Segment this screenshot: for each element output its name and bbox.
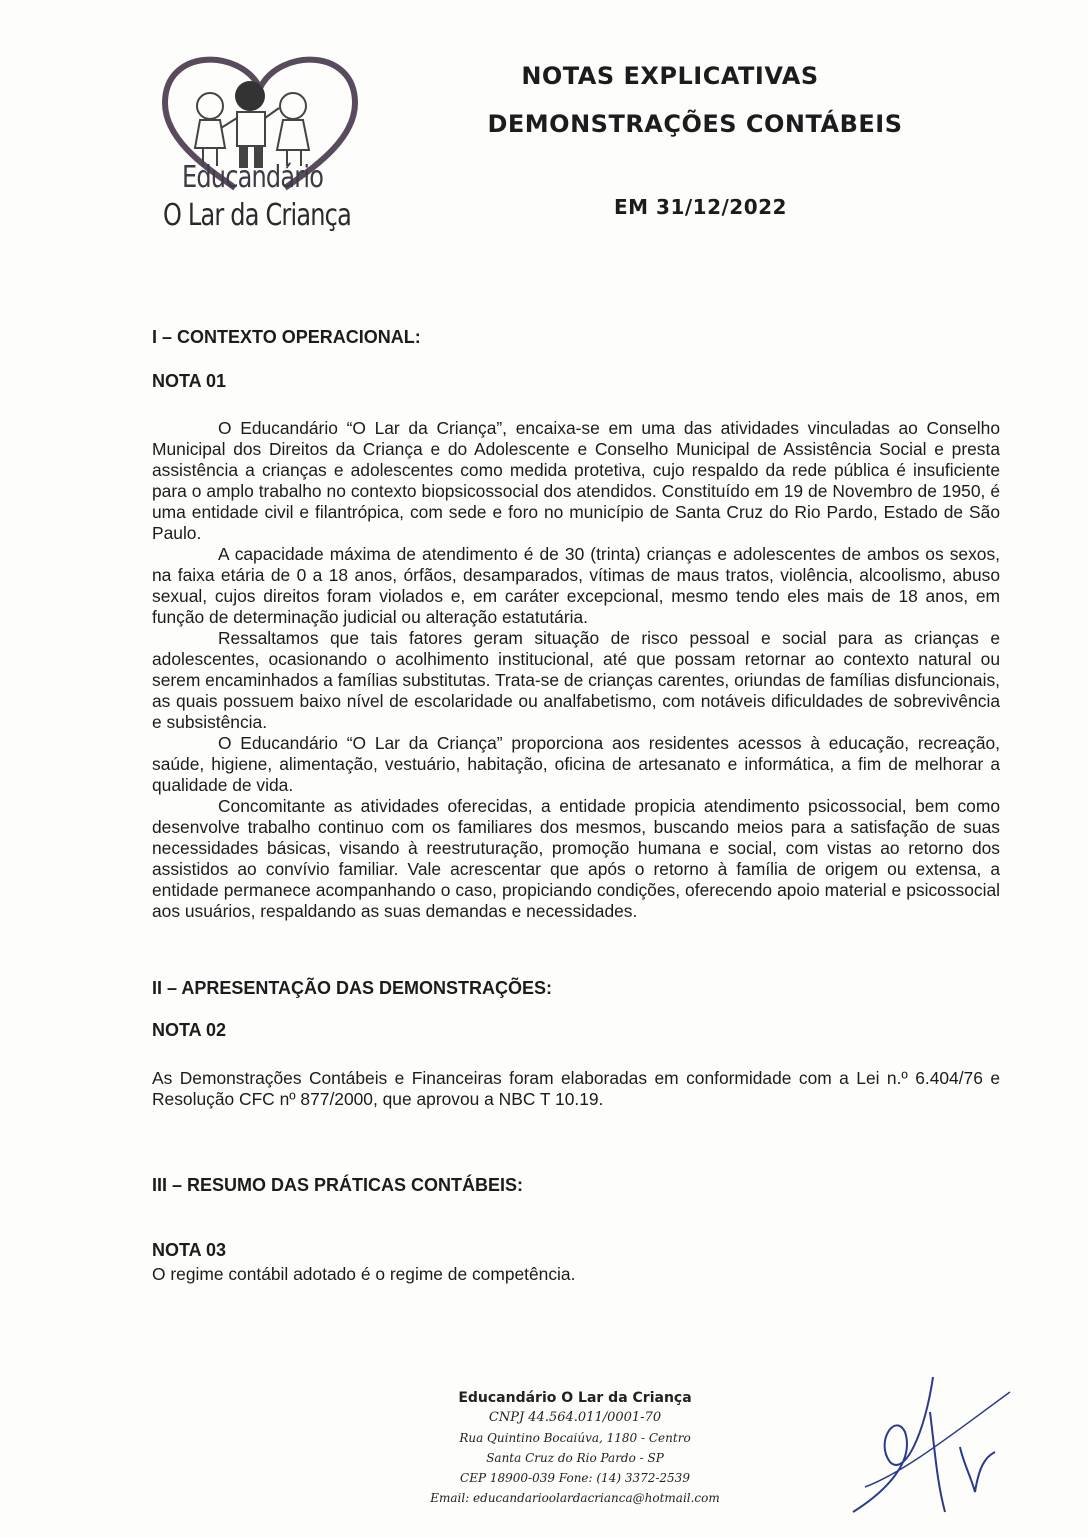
document-date: EM 31/12/2022 [614, 195, 787, 219]
footer-cnpj: CNPJ 44.564.011/0001-70 [488, 1410, 662, 1425]
section1-body [152, 418, 1000, 922]
section1-paragraph: O Educandário “O Lar da Criança” proporciona aos residentes acessos à educação, recreação, saúde, higiene, alimentação, vestuário, habitação, oficina de artesanato e informática, a fim de melhorar a qualidade de vida. [152, 733, 1000, 795]
section1-paragraph: Ressaltamos que tais fatores geram situação de risco pessoal e social para as crianças e adolescentes, ocasionando o acolhimento institucional, até que possam retornar ao contexto natural ou serem encaminhados a famílias substitutas. Trata-se de crianças carentes, oriundas de famílias disfuncionais, as quais possuem baixo nível de escolaridade ou analfabetismo, com notáveis dificuldades de sobrevivência e subsistência. [152, 628, 1000, 732]
document-title-line2: DEMONSTRAÇÕES CONTÁBEIS [487, 110, 903, 138]
section1-paragraph: O Educandário “O Lar da Criança”, encaixa-se em uma das atividades vinculadas ao Conselho Municipal dos Direitos da Criança e do Adolescente e Conselho Municipal de Assistência Social e presta assistência a crianças e adolescentes como medida protetiva, cujo respaldo da rede pública é insuficiente para o amplo trabalho no contexto biopsicossocial dos atendidos. Constituído em 19 de Novembro de 1950, é uma entidade civil e filantrópica, com sede e foro no município de Santa Cruz do Rio Pardo, Estado de São Paulo. [152, 418, 1000, 543]
logo-text-line1: Educandário [182, 160, 324, 195]
footer-org-name: Educandário O Lar da Criança [458, 1390, 692, 1406]
footer-email: Email: educandarioolardacrianca@hotmail.com [430, 1491, 720, 1505]
section2-body: As Demonstrações Contábeis e Financeiras foram elaboradas em conformidade com a Lei n.º 6.404/76 e Resolução CFC nº 877/2000, que aprovou a NBC T 10.19. [152, 1068, 1000, 1109]
footer-cep-phone: CEP 18900-039 Fone: (14) 3372-2539 [460, 1471, 690, 1485]
section1-paragraph: Concomitante as atividades oferecidas, a entidade propicia atendimento psicossocial, bem como desenvolve trabalho continuo com os familiares dos mesmos, buscando meios para a satisfação de suas necessidades básicas, visando à reestruturação, promoção humana e social, com vistas ao retorno dos assistidos ao convívio familiar. Vale acrescentar que após o retorno à família de origem ou extensa, a entidade permanece acompanhando o caso, propiciando condições, oferecendo apoio material e psicossocial aos usuários, respaldando as suas demandas e necessidades. [152, 796, 1000, 921]
footer-address-block [420, 1388, 730, 1508]
footer-city: Santa Cruz do Rio Pardo - SP [486, 1451, 664, 1465]
signature-icon [845, 1372, 1015, 1522]
section3-body: O regime contábil adotado é o regime de competência. [152, 1264, 576, 1284]
section2-note-label: NOTA 02 [152, 1020, 227, 1040]
section1-heading: I – CONTEXTO OPERACIONAL: [152, 327, 421, 347]
section3-heading: III – RESUMO DAS PRÁTICAS CONTÁBEIS: [152, 1175, 524, 1195]
section1-note-label: NOTA 01 [152, 371, 227, 391]
document-title-line1: NOTAS EXPLICATIVAS [521, 62, 819, 90]
footer-address: Rua Quintino Bocaiúva, 1180 - Centro [459, 1431, 691, 1445]
section3-note-label: NOTA 03 [152, 1240, 227, 1260]
logo-text-line2: O Lar da Criança [163, 198, 351, 233]
section1-paragraph: A capacidade máxima de atendimento é de 30 (trinta) crianças e adolescentes de ambos os sexos, na faixa etária de 0 a 18 anos, órfãos, desamparados, vítimas de maus tratos, violência, alcoolismo, abuso sexual, cujos direitos foram violados e, em caráter excepcional, mesmo tendo eles mais de 18 anos, em função de determinação judicial ou alteração estatutária. [152, 544, 1000, 627]
section2-heading: II – APRESENTAÇÃO DAS DEMONSTRAÇÕES: [152, 978, 553, 998]
